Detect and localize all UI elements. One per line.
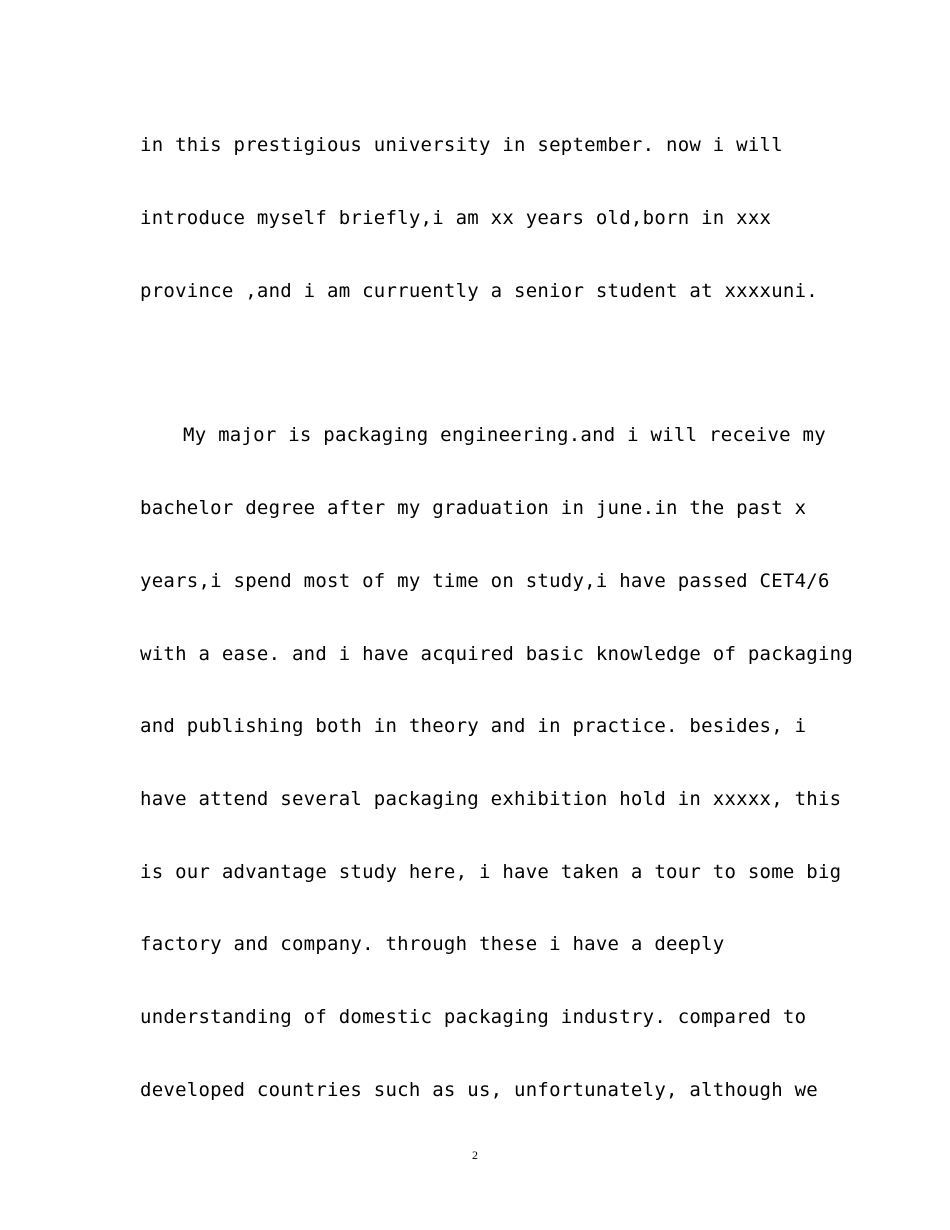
- paragraph-2-line-8: factory and company. through these i have a deeply: [140, 933, 725, 955]
- paragraph-1-line-1: in this prestigious university in september. now i will: [140, 134, 783, 156]
- paragraph-2-line-4: with a ease. and i have acquired basic knowledge of packaging: [140, 643, 854, 665]
- paragraph-2-line-3: years,i spend most of my time on study,i have passed CET4/6: [140, 570, 830, 592]
- paragraph-2-line-2: bachelor degree after my graduation in june.in the past x: [140, 497, 807, 519]
- paragraph-1-line-2: introduce myself briefly,i am xx years old,born in xxx: [140, 207, 772, 229]
- paragraph-1-line-3: province ,and i am curruently a senior student at xxxxuni.: [140, 280, 818, 302]
- paragraph-2-line-9: understanding of domestic packaging industry. compared to: [140, 1006, 807, 1028]
- paragraph-2-line-6: have attend several packaging exhibition hold in xxxxx, this: [140, 788, 842, 810]
- page-number: 2: [472, 1148, 478, 1162]
- paragraph-2-line-1: My major is packaging engineering.and i will receive my: [183, 424, 826, 446]
- paragraph-2-line-5: and publishing both in theory and in practice. besides, i: [140, 715, 807, 737]
- paragraph-2-line-7: is our advantage study here, i have taken a tour to some big: [140, 861, 842, 883]
- paragraph-2-line-10: developed countries such as us, unfortunately, although we: [140, 1079, 818, 1101]
